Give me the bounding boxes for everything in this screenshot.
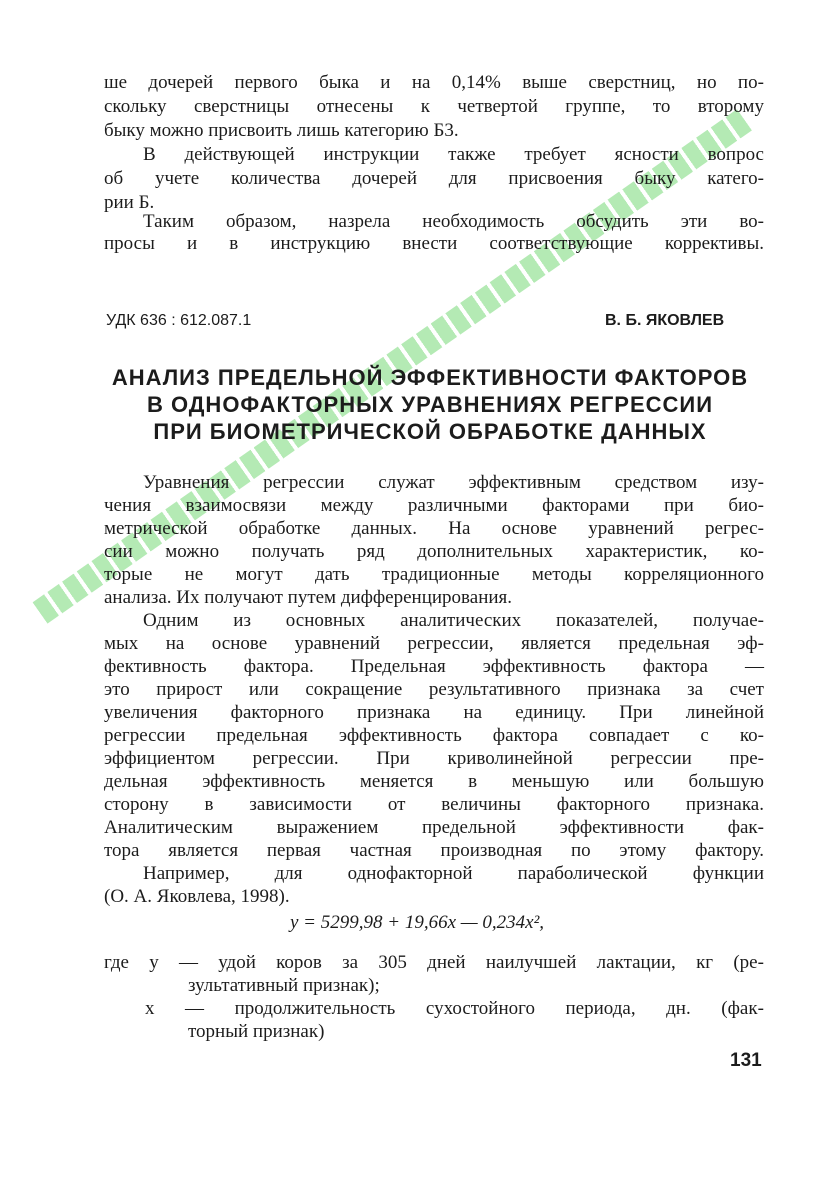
regression-formula: y = 5299,98 + 19,66x — 0,234x², xyxy=(290,912,545,933)
text-line: мых на основе уравнений регрессии, является предельная эф- xyxy=(104,633,764,654)
text-line: (О. А. Яковлева, 1998). xyxy=(104,886,290,907)
text-line: просы и в инструкцию внести соответствующие коррективы. xyxy=(104,233,764,254)
text-line: ше дочерей первого быка и на 0,14% выше сверстниц, но по- xyxy=(104,72,764,93)
legend-line: где y — удой коров за 305 дней наилучшей лактации, кг (ре- xyxy=(104,952,764,973)
text-line: регрессии предельная эффективность фактора совпадает с ко- xyxy=(104,725,764,746)
text-line: быку можно присвоить лишь категорию Б3. xyxy=(104,120,459,141)
article-title-line-2: В ОДНОФАКТОРНЫХ УРАВНЕНИЯХ РЕГРЕССИИ xyxy=(146,392,714,417)
text-line: увеличения факторного признака на единицу. При линейной xyxy=(104,702,764,723)
text-line: эффициентом регрессии. При криволинейной регрессии пре- xyxy=(104,748,764,769)
udk-code: УДК 636 : 612.087.1 xyxy=(106,312,252,329)
text-line: анализа. Их получают путем дифференцирования. xyxy=(104,587,513,608)
text-line: В действующей инструкции также требует ясности вопрос xyxy=(143,144,764,165)
author-name: В. Б. ЯКОВЛЕВ xyxy=(605,312,725,329)
text-line: это прирост или сокращение результативного признака за счет xyxy=(104,679,764,700)
text-line: рии Б. xyxy=(104,192,155,213)
text-line: сии можно получать ряд дополнительных характеристик, ко- xyxy=(104,541,764,562)
text-line: Аналитическим выражением предельной эффективности фак- xyxy=(104,817,764,838)
text-line: Например, для однофакторной параболической функции xyxy=(143,863,764,884)
article-title-line-3: ПРИ БИОМЕТРИЧЕСКОЙ ОБРАБОТКЕ ДАННЫХ xyxy=(153,419,707,444)
article-title-line-1: АНАЛИЗ ПРЕДЕЛЬНОЙ ЭФФЕКТИВНОСТИ ФАКТОРОВ xyxy=(111,365,749,390)
legend-line: торный признак) xyxy=(188,1021,325,1042)
text-line: об учете количества дочерей для присвоения быку катего- xyxy=(104,168,764,189)
text-line: Таким образом, назрела необходимость обсудить эти во- xyxy=(143,211,764,232)
text-line: скольку сверстницы отнесены к четвертой группе, то второму xyxy=(104,96,764,117)
text-line: чения взаимосвязи между различными факторами при био- xyxy=(104,495,764,516)
text-line: торые не могут дать традиционные методы корреляционного xyxy=(104,564,764,585)
text-line: сторону в зависимости от величины факторного признака. xyxy=(104,794,764,815)
legend-line: x — продолжительность сухостойного периода, дн. (фак- xyxy=(145,998,764,1019)
page-number: 131 xyxy=(730,1050,762,1071)
text-line: дельная эффективность меняется в меньшую или большую xyxy=(104,771,764,792)
text-line: Уравнения регрессии служат эффективным средством изу- xyxy=(143,472,764,493)
text-line: тора является первая частная производная по этому фактору. xyxy=(104,840,764,861)
legend-line: зультативный признак); xyxy=(188,975,380,996)
text-line: фективность фактора. Предельная эффективность фактора — xyxy=(104,656,764,677)
text-line: Одним из основных аналитических показателей, получае- xyxy=(143,610,764,631)
text-line: метрической обработке данных. На основе уравнений регрес- xyxy=(104,518,764,539)
